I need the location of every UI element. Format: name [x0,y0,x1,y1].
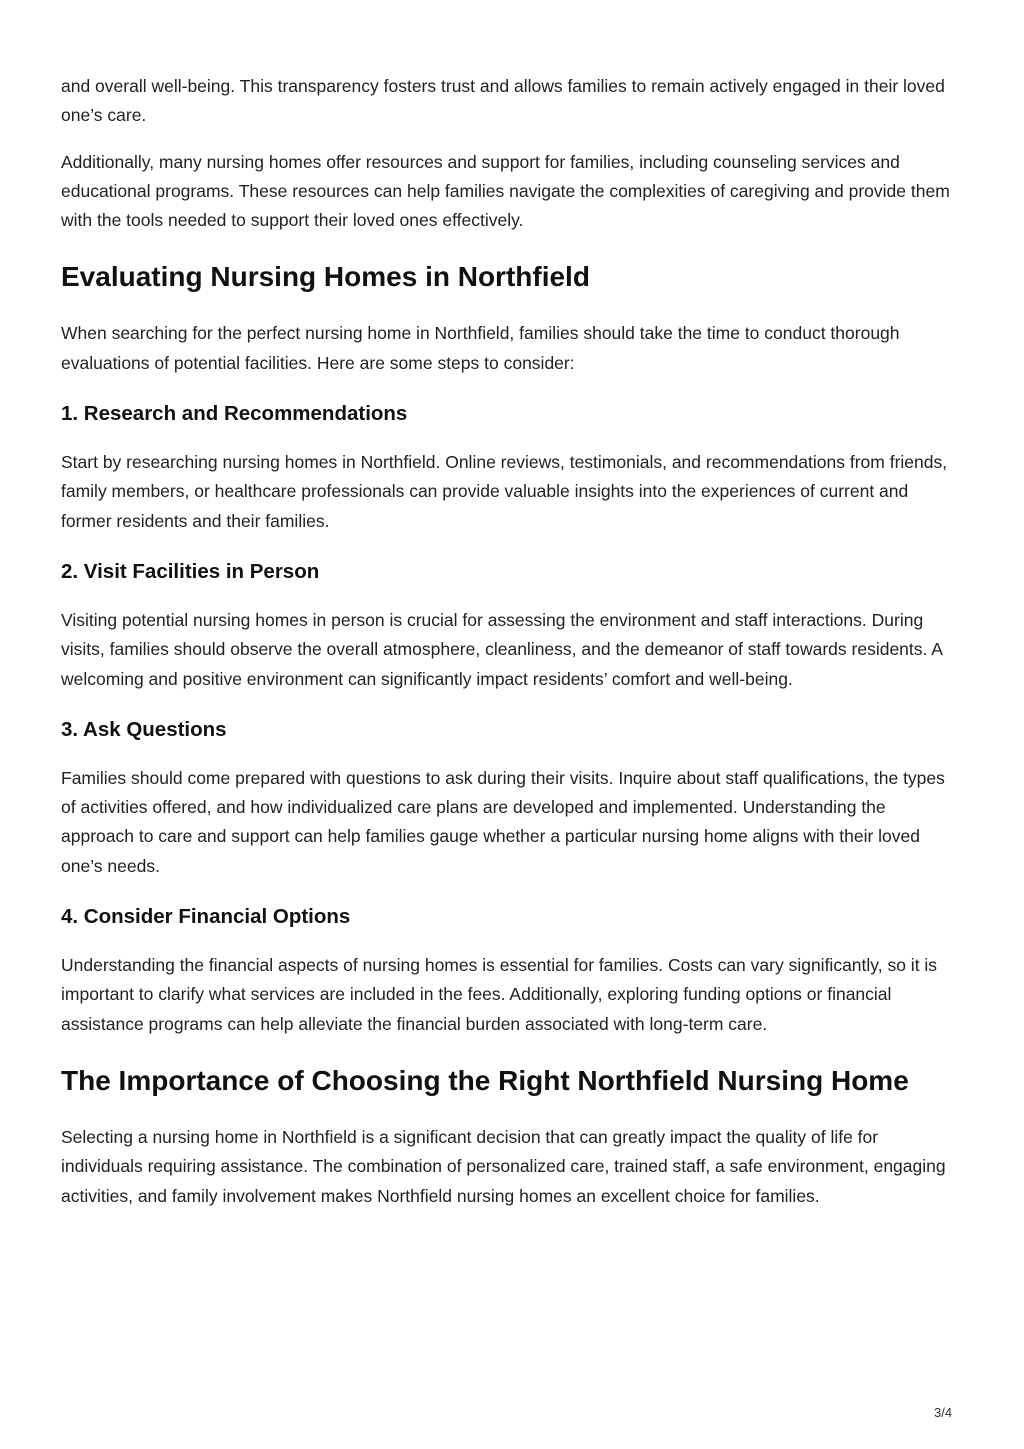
paragraph-evaluating-intro: When searching for the perfect nursing home in Northfield, families should take the time to conduct thorough evaluations of potential facilities. Here are some steps to consider: [61,323,900,373]
paragraph-family-resources: Additionally, many nursing homes offer resources and support for families, including counseling services and educational programs. These resources can help families navigate the complexities of caregiving and provide them with the tools needed to support their loved ones effectively. [61,151,950,231]
heading-step-research: 1. Research and Recommendations [61,402,408,426]
paragraph-transparency: and overall well-being. This transparency fosters trust and allows families to remain actively engaged in their loved one’s care. [61,76,945,126]
heading-evaluating: Evaluating Nursing Homes in Northfield [61,261,590,293]
paragraph-importance: Selecting a nursing home in Northfield is a significant decision that can greatly impact the quality of life for individuals requiring assistance. The combination of personalized care, trained staff, a safe environment, engaging activities, and family involvement makes Northfield nursing homes an excellent choice for families. [61,1126,946,1206]
document-page [61,72,961,1211]
heading-step-financial: 4. Consider Financial Options [61,905,351,929]
paragraph-step-questions: Families should come prepared with questions to ask during their visits. Inquire about staff qualifications, the types of activities offered, and how individualized care plans are developed and implemented. Understanding the approach to care and support can help families gauge whether a particular nursing home aligns with their loved one’s needs. [61,767,945,876]
paragraph-step-research: Start by researching nursing homes in Northfield. Online reviews, testimonials, and recommendations from friends, family members, or healthcare professionals can provide valuable insights into the experiences of current and former residents and their families. [61,452,948,531]
heading-step-visit: 2. Visit Facilities in Person [61,559,320,583]
page-number: 3/4 [934,1405,953,1420]
heading-step-questions: 3. Ask Questions [61,717,227,741]
heading-importance: The Importance of Choosing the Right Northfield Nursing Home [61,1064,909,1096]
paragraph-step-financial: Understanding the financial aspects of nursing homes is essential for families. Costs can vary significantly, so it is important to clarify what services are included in the fees. Additionally, exploring funding options or financial assistance programs can help alleviate the financial burden associated with long-term care. [61,955,938,1034]
paragraph-step-visit: Visiting potential nursing homes in person is crucial for assessing the environment and staff interactions. During visits, families should observe the overall atmosphere, cleanliness, and the demeanor of staff towards residents. A welcoming and positive environment can significantly impact residents’ comfort and well-being. [61,609,942,689]
